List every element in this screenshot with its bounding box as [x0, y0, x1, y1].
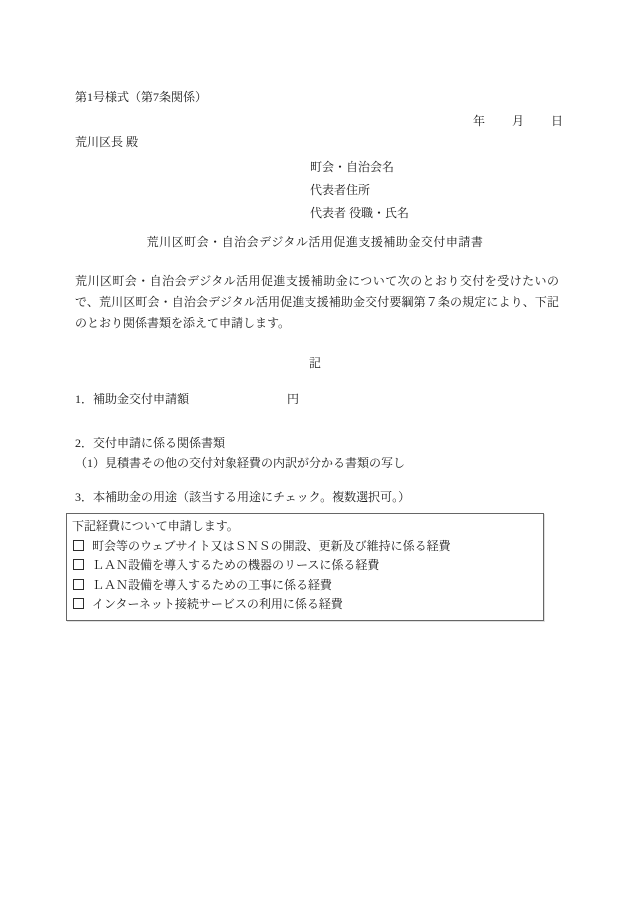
checkbox-icon[interactable]: [73, 540, 84, 551]
record-marker: 記: [308, 356, 321, 370]
applicant-fields: [310, 156, 409, 225]
item-application-amount: [75, 392, 299, 407]
item-related-documents: 2．交付申請に係る関係書類: [75, 436, 226, 450]
usage-option-label: インターネット接続サービスの利用に係る経費: [92, 597, 343, 611]
usage-option-row: [72, 537, 539, 557]
usage-box-header: 下記経費について申請します。: [72, 519, 239, 533]
item-related-documents-sub: （1）見積書その他の交付対象経費の内訳が分かる書類の写し: [75, 456, 406, 470]
applicant-address-label: 代表者住所: [310, 183, 371, 197]
body-paragraph: 荒川区町会・自治会デジタル活用促進支援補助金について次のとおり交付を受けたいので、荒川区町会・自治会デジタル活用促進支援補助金交付要綱第７条の規定により、下記のとおり関係書類を添えて申請します。: [75, 274, 559, 330]
usage-option-row: [72, 556, 539, 576]
checkbox-icon[interactable]: [73, 559, 84, 570]
document-title: 荒川区町会・自治会デジタル活用促進支援補助金交付申請書: [146, 235, 484, 249]
applicant-organization-label: 町会・自治会名: [310, 160, 395, 174]
item-subsidy-usage: 3．本補助金の用途（該当する用途にチェック。複数選択可。）: [75, 490, 411, 504]
usage-option-row: [72, 576, 539, 596]
addressee-line: 荒川区長 殿: [75, 135, 139, 149]
usage-option-label: ＬＡＮ設備を導入するための機器のリースに係る経費: [92, 558, 380, 572]
usage-option-row: [72, 595, 539, 615]
usage-options-box: [66, 513, 544, 621]
date-line: 年 月 日: [473, 114, 565, 128]
usage-option-label: 町会等のウェブサイト又はＳＮＳの開設、更新及び維持に係る経費: [92, 538, 451, 553]
checkbox-icon[interactable]: [73, 598, 84, 609]
item1-label: 1．補助金交付申請額: [75, 392, 190, 406]
usage-option-label: ＬＡＮ設備を導入するための工事に係る経費: [92, 577, 333, 592]
checkbox-icon[interactable]: [73, 579, 84, 590]
amount-unit: 円: [287, 392, 300, 406]
applicant-representative-label: 代表者 役職・氏名: [310, 206, 410, 220]
form-number: 第1号様式（第7条関係）: [75, 90, 208, 104]
